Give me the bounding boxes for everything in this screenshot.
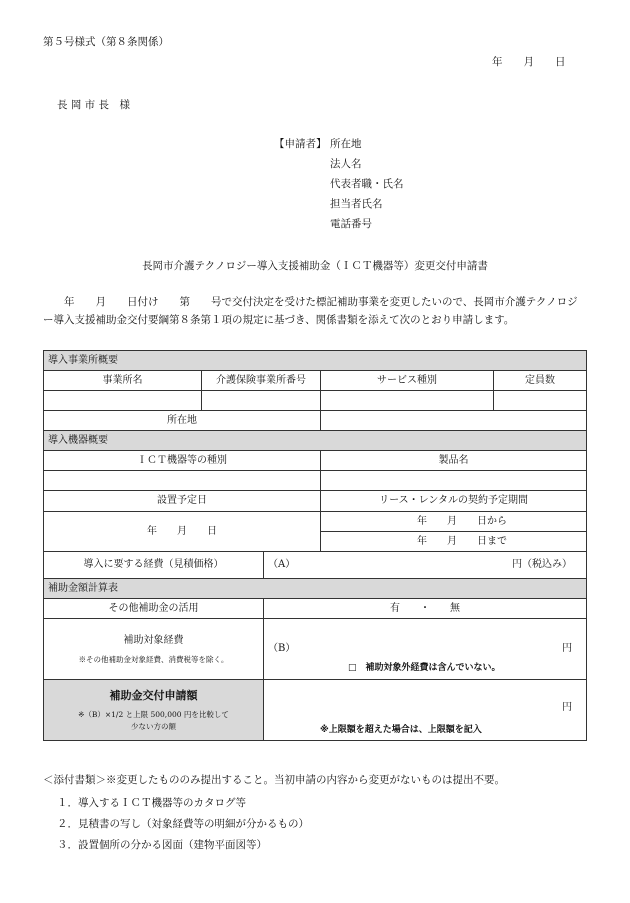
cost-field[interactable] (264, 552, 587, 579)
target-cost-label-cell (44, 619, 264, 680)
target-cost-checkbox[interactable]: □ 補助対象外経費は含んでいない。 (348, 663, 501, 673)
other-subsidy-label: その他補助金の活用 (44, 599, 264, 619)
target-cost-label: 補助対象経費 (123, 634, 184, 646)
addressee: 長 岡 市 長 様 (57, 99, 131, 111)
applicant-label: 【申請者】 (274, 138, 327, 150)
target-cost-unit: 円 (562, 643, 573, 654)
attachments-heading: ＜添付書類＞※変更したもののみ提出すること。当初申請の内容から変更がないものは提出不要。 (43, 774, 505, 786)
cost-marker: （A） (268, 559, 296, 570)
applicant-rep-label: 代表者職・氏名 (330, 178, 404, 190)
section-title-facility: 導入事業所概要 (44, 351, 587, 371)
application-form-table (43, 350, 587, 741)
grant-note-1: ※（B）×1/2 と上限 500,000 円を比較して (78, 709, 229, 719)
capacity-field[interactable] (494, 391, 587, 411)
header-capacity: 定員数 (494, 371, 587, 391)
grant-unit: 円 (562, 702, 573, 713)
form-number: 第５号様式（第８条関係） (43, 36, 169, 48)
lease-from-field[interactable]: 年 月 日から (321, 512, 587, 532)
lease-period-label: リース・レンタルの契約予定期間 (321, 491, 587, 512)
other-subsidy-choice[interactable]: 有 ・ 無 (264, 599, 587, 619)
install-date-field[interactable]: 年 月 日 (44, 512, 321, 552)
section-title-calculation: 補助金額計算表 (44, 579, 587, 599)
header-facility-name: 事業所名 (44, 371, 202, 391)
location-label: 所在地 (44, 411, 321, 431)
location-field[interactable] (321, 411, 587, 431)
target-cost-marker: （B） (268, 643, 296, 654)
applicant-contact-label: 担当者氏名 (330, 198, 383, 210)
applicant-address-label: 所在地 (330, 138, 362, 150)
header-ict-type: ＩＣＴ機器等の種別 (44, 451, 321, 471)
grant-cap-note: ※上限額を超えた場合は、上限額を記入 (320, 725, 482, 735)
ict-type-field[interactable] (44, 471, 321, 491)
intro-paragraph: 年 月 日付け 第 号で交付決定を受けた標記補助事業を変更したいので、長岡市介護テクノロジー導入支援補助金交付要綱第８条第１項の規定に基づき、関係書類を添えて次のとおり申請します。 (43, 296, 578, 326)
cost-unit: 円（税込み） (512, 559, 573, 570)
lease-to-field[interactable]: 年 月 日まで (321, 532, 587, 552)
attachment-item: ３．設置個所の分かる図面（建物平面図等） (57, 839, 267, 851)
grant-amount-field[interactable] (264, 680, 587, 741)
date-line: 年 月 日 (492, 56, 566, 68)
target-cost-field[interactable] (264, 619, 587, 680)
install-date-label: 設置予定日 (44, 491, 321, 512)
header-service-type: サービス種別 (321, 371, 494, 391)
cost-label: 導入に要する経費（見積価格） (44, 552, 264, 579)
document-title: 長岡市介護テクノロジー導入支援補助金（ＩＣＴ機器等）変更交付申請書 (142, 260, 488, 272)
target-cost-note: ※その他補助金対象経費、消費税等を除く。 (78, 654, 229, 664)
product-name-field[interactable] (321, 471, 587, 491)
applicant-corp-label: 法人名 (330, 158, 362, 170)
header-product-name: 製品名 (321, 451, 587, 471)
attachment-item: １．導入するＩＣＴ機器等のカタログ等 (57, 797, 246, 809)
applicant-phone-label: 電話番号 (330, 218, 372, 230)
insurance-number-field[interactable] (202, 391, 321, 411)
attachment-item: ２．見積書の写し（対象経費等の明細が分かるもの） (57, 818, 309, 830)
grant-label: 補助金交付申請額 (109, 689, 198, 703)
service-type-field[interactable] (321, 391, 494, 411)
facility-name-field[interactable] (44, 391, 202, 411)
grant-label-cell (44, 680, 264, 741)
header-insurance-number: 介護保険事業所番号 (202, 371, 321, 391)
section-title-equipment: 導入機器概要 (44, 431, 587, 451)
grant-note-2: 少ない方の額 (131, 721, 176, 731)
